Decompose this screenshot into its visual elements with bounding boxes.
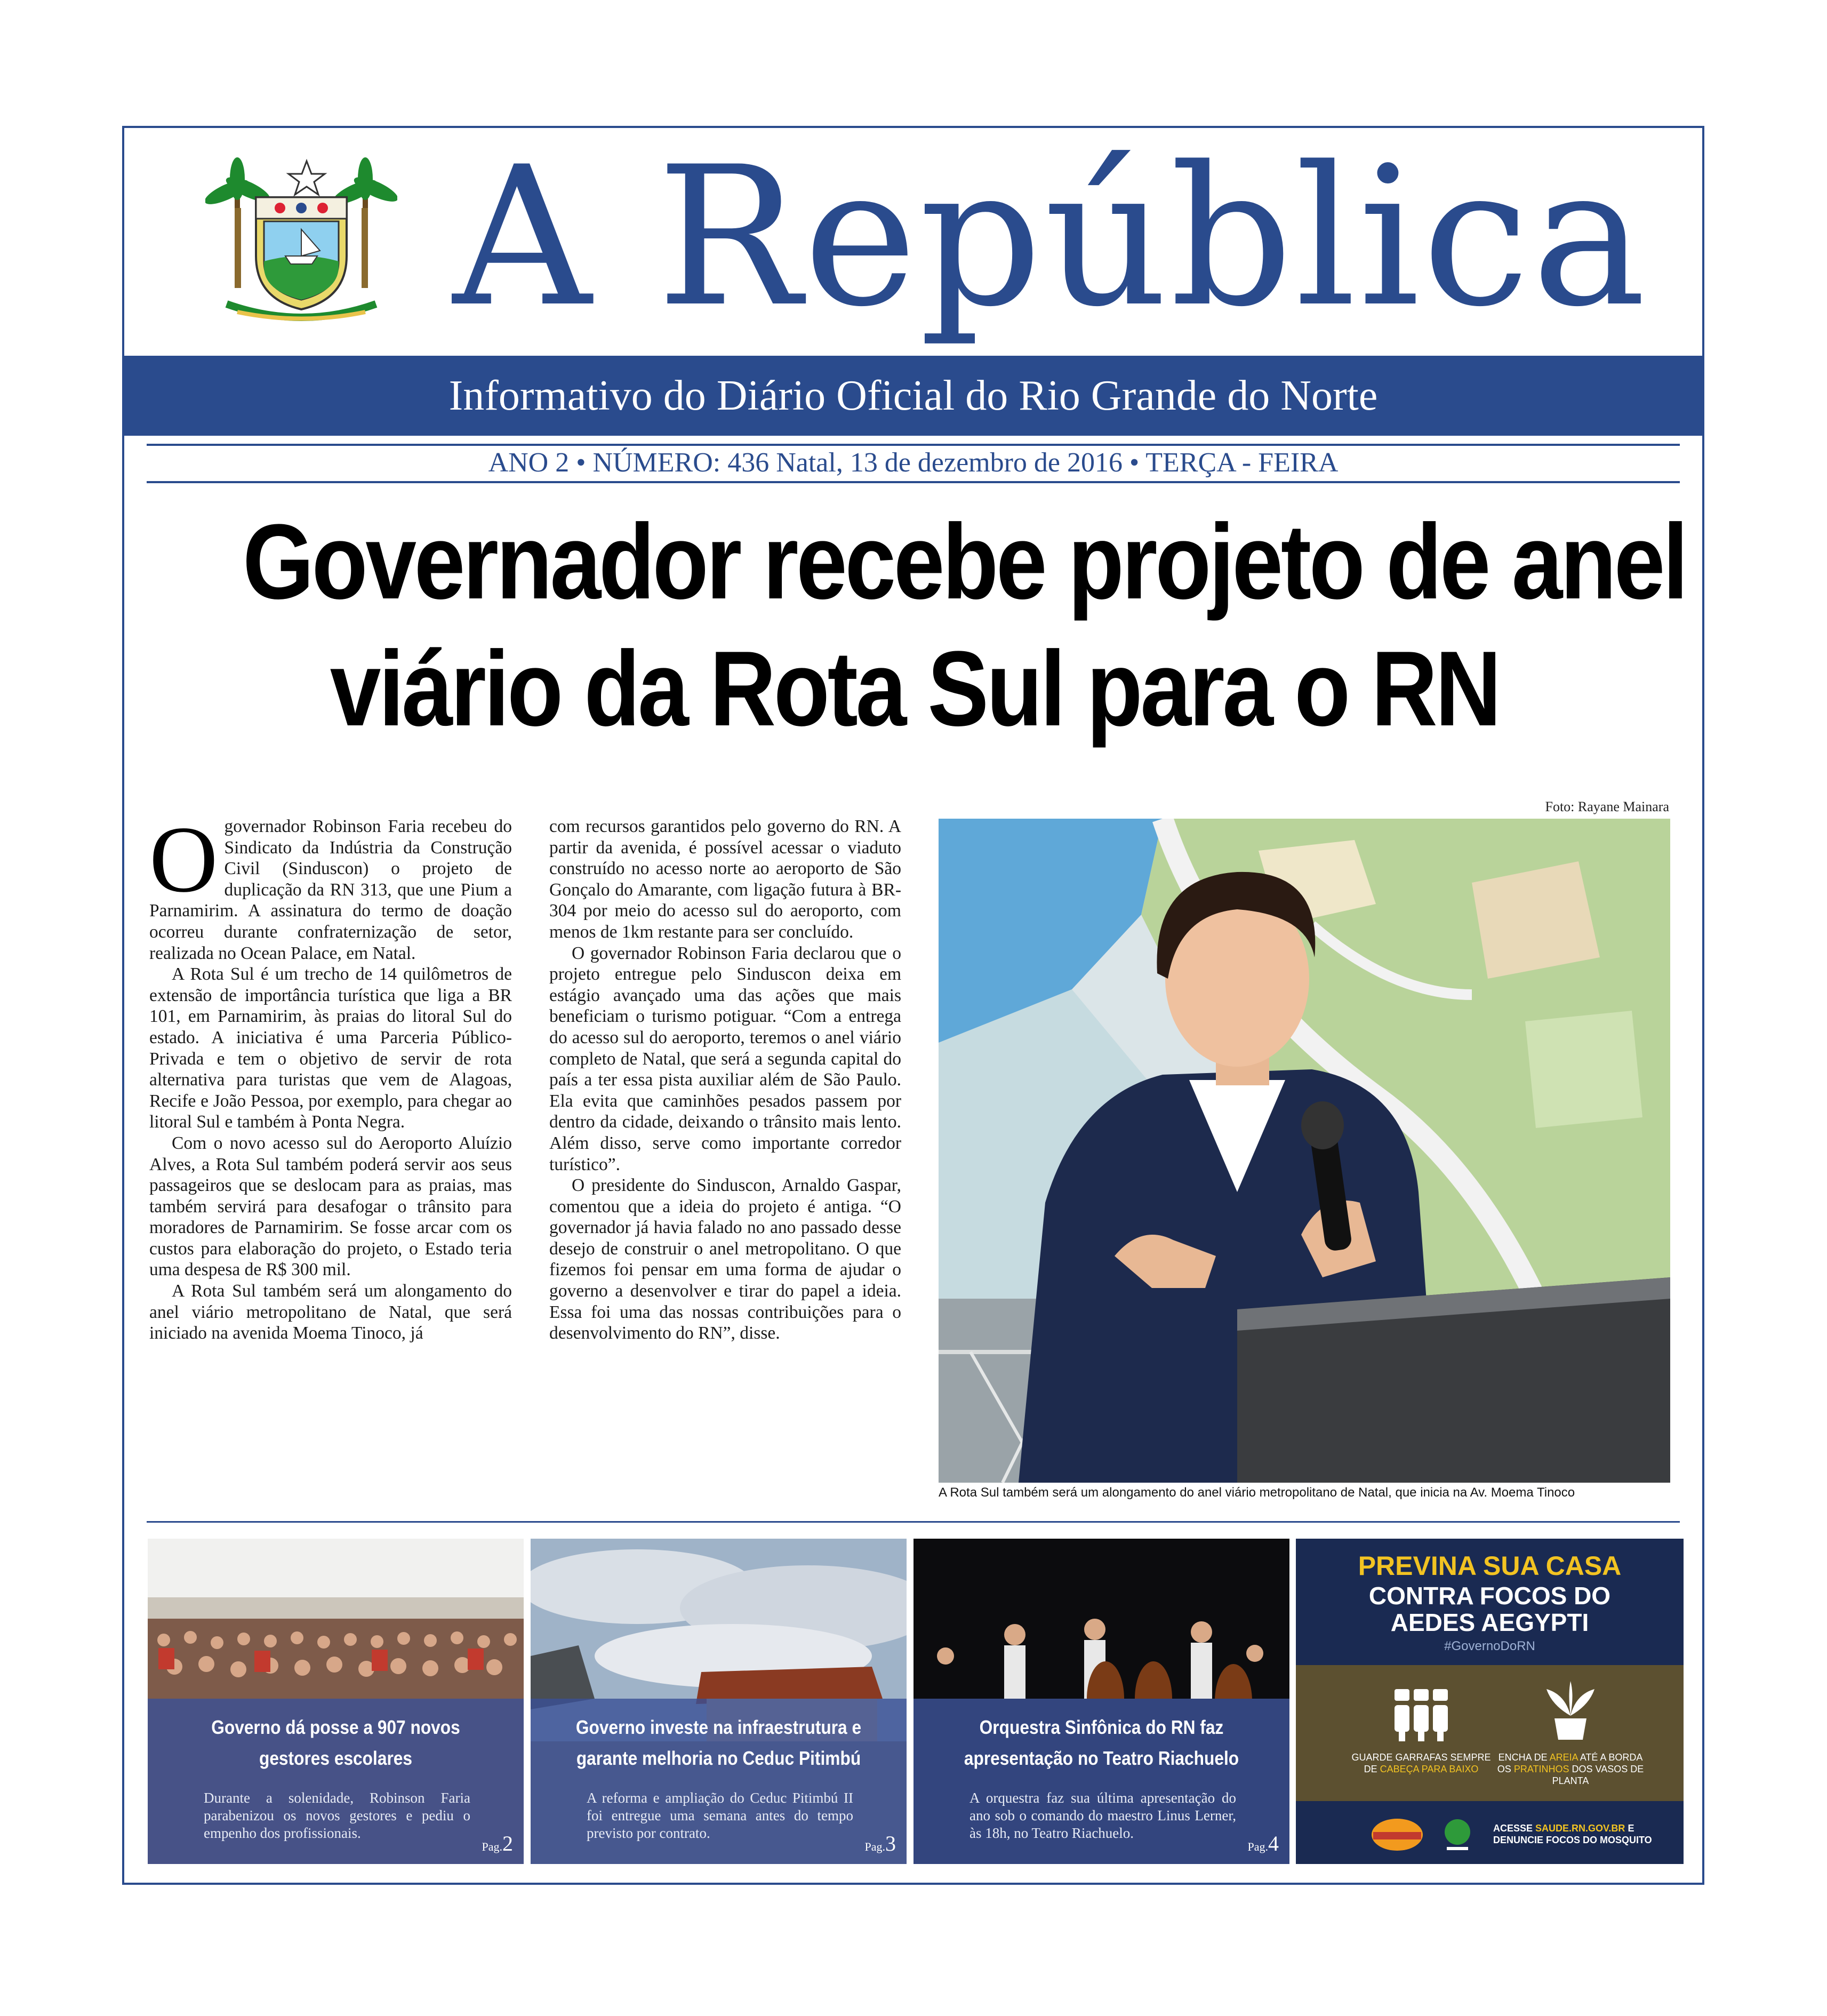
ad-tips-panel bbox=[1296, 1665, 1684, 1801]
card-summary: A orquestra faz sua última apresentação do ano sob o comando do maestro Linus Lerner, às 18h, no Teatro Riachuelo. bbox=[969, 1790, 1236, 1841]
tip-plant-dishes: ENCHA DE AREIA ATÉ A BORDA OS PRATINHOS DOS VASOS DE PLANTA bbox=[1497, 1752, 1644, 1786]
bottles-icon bbox=[1392, 1684, 1451, 1742]
plant-pot-icon bbox=[1541, 1678, 1600, 1742]
main-headline bbox=[243, 499, 1686, 753]
card-title: Governo investe na infraestrutura e garante melhoria no Ceduc Pitimbú bbox=[575, 1716, 862, 1769]
photo-caption: A Rota Sul também será um alongamento do anel viário metropolitano de Natal, que inicia na Av. Moema Tinoco bbox=[939, 1485, 1575, 1500]
subtitle-band bbox=[124, 356, 1702, 436]
ad-subheadline: CONTRA FOCOS DO AEDES AEGYPTI bbox=[1368, 1582, 1611, 1636]
card-title: Orquestra Sinfônica do RN faz apresentação no Teatro Riachuelo bbox=[964, 1716, 1239, 1769]
article-paragraph: Ogovernador Robinson Faria recebeu do Sindicato da Indústria da Construção Civil (Sinduscon) o projeto de duplicação da RN 313, que une Pium a Parnamirim. A assinatura do termo de doação ocorreu durante confraternização de setor, realizada no Ocean Palace, em Natal. bbox=[149, 806, 512, 963]
article-paragraph: A Rota Sul é um trecho de 14 quilômetros de extensão de importância turística que liga a BR 101, em Parnamirim, às praias do litoral Sul do estado. A iniciativa é uma Parceria Público-Privada e tem o objetivo de servir de rota alternativa para turistas que vem de Alagoas, Recife e João Pessoa, por exemplo, para chegar ao litoral Sul e também à Ponta Negra. bbox=[149, 964, 512, 1132]
article-column-1 bbox=[149, 806, 512, 1344]
governor-speaking-photo bbox=[939, 819, 1670, 1483]
issue-bottom-rule bbox=[147, 481, 1680, 483]
photo-credit: Foto: Rayane Mainara bbox=[1545, 799, 1669, 814]
ad-footer-text: ACESSE SAUDE.RN.GOV.BR E DENUNCIE FOCOS DO MOSQUITO bbox=[1493, 1823, 1652, 1845]
drop-cap: O bbox=[149, 806, 218, 912]
article-paragraph: A Rota Sul também será um alongamento do anel viário metropolitano de Natal, que será iniciado na avenida Moema Tinoco, já bbox=[149, 1281, 512, 1343]
card-title: Governo dá posse a 907 novos gestores escolares bbox=[211, 1716, 460, 1769]
newspaper-title: A República bbox=[453, 125, 1648, 349]
card-summary: Durante a solenidade, Robinson Faria parabenizou os novos gestores e pediu o empenho dos profissionais. bbox=[204, 1790, 470, 1841]
issue-info: ANO 2 • NÚMERO: 436 Natal, 13 de dezembro de 2016 • TERÇA - FEIRA bbox=[488, 447, 1339, 478]
ad-headline: PREVINA SUA CASA bbox=[1358, 1551, 1622, 1581]
article-paragraph: com recursos garantidos pelo governo do RN. A partir da avenida, é possível acessar o viaduto construído no acesso norte ao aeroporto de São Gonçalo do Amarante, com ligação futura à BR- 304 por meio do acesso sul do aeroporto, com menos de 1km restante para ser concluído. bbox=[549, 817, 901, 942]
article-paragraph: O governador Robinson Faria declarou que o projeto entregue pelo Sinduscon deixa em estágio avançado uma das ações que mais beneficiam o turismo potiguar. “Com a entrega do acesso sul do aeroporto, teremos o anel viário completo de Natal, que será a segunda capital do país a ter essa pista auxiliar além de São Paulo. Ela evita que caminhões pesados passem por dentro da cidade, deixando o trânsito mais lento. Além disso, serve como importante corredor turístico”. bbox=[549, 943, 901, 1174]
coat-of-arms-emblem bbox=[205, 155, 397, 325]
headline-line-2: viário da Rota Sul para o RN bbox=[330, 629, 1500, 748]
card-summary: A reforma e ampliação do Ceduc Pitimbú II foi entregue uma semana antes do tempo previsto por contrato. bbox=[587, 1790, 853, 1841]
news-card-orquestra[interactable] bbox=[914, 1539, 1289, 1864]
section-divider bbox=[147, 1521, 1680, 1523]
article-paragraph: Com o novo acesso sul do Aeroporto Aluízio Alves, a Rota Sul também poderá servir aos seus passageiros que se deslocam para as praias, mas também servirá para desafogar o trânsito para moradores de Parnamirim. Se fosse arcar com os custos para elaboração do projeto, o Estado teria uma despesa de R$ 300 mil. bbox=[149, 1133, 512, 1280]
page-reference: Pag.4 bbox=[1247, 1831, 1279, 1855]
article-column-2 bbox=[549, 816, 901, 1344]
issue-top-rule bbox=[147, 444, 1680, 446]
news-card-posse[interactable] bbox=[148, 1539, 524, 1864]
ad-hashtag: #GovernoDoRN bbox=[1444, 1639, 1535, 1653]
page-reference: Pag.3 bbox=[864, 1831, 896, 1855]
government-seal-logo bbox=[1439, 1816, 1476, 1853]
newspaper-subtitle: Informativo do Diário Oficial do Rio Grande do Norte bbox=[448, 372, 1378, 419]
news-card-ceduc[interactable] bbox=[531, 1539, 907, 1864]
tip-bottles: GUARDE GARRAFAS SEMPRE DE CABEÇA PARA BAIXO bbox=[1351, 1752, 1491, 1774]
page-reference: Pag.2 bbox=[482, 1831, 513, 1855]
headline-line-1: Governador recebe projeto de anel bbox=[243, 502, 1686, 621]
aedes-aegypti-ad[interactable] bbox=[1296, 1539, 1684, 1864]
exterminate-campaign-logo bbox=[1371, 1816, 1424, 1853]
article-paragraph: O presidente do Sinduscon, Arnaldo Gaspar, comentou que a ideia do projeto é antiga. “O governador já havia falado no ano passado desse desejo de construir o anel metropolitano. O que fizemos foi pensar em uma forma de ajudar o governo a desenvolver e tirar do papel a ideia. Essa foi uma das nossas contribuições para o desenvolvimento do RN”, disse. bbox=[549, 1175, 901, 1343]
